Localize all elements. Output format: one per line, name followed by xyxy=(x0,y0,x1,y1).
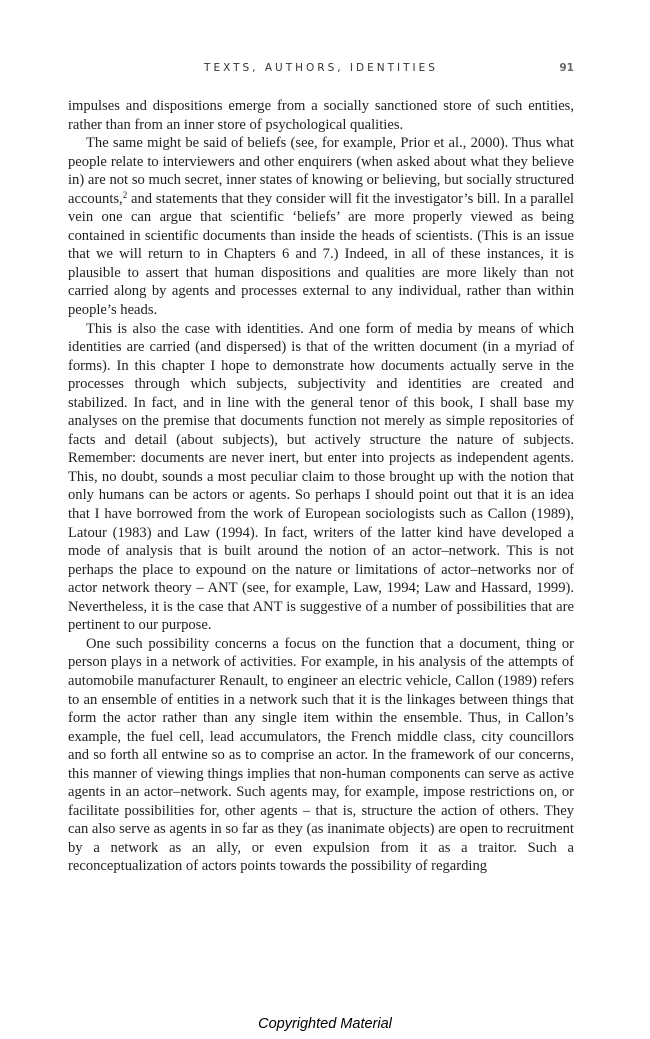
running-head: TEXTS, AUTHORS, IDENTITIES xyxy=(204,62,438,74)
paragraph-2-text-before: The same might be said of beliefs (see, for example, Prior et al., 2000). Thus what people relate to interviewers and other enquirers (when asked about what they believe in) are not so much secret, inner states of knowing or believing, but socially structured accounts, xyxy=(68,135,574,207)
footnote-marker: 2 xyxy=(122,189,128,200)
body-text xyxy=(68,97,574,876)
paragraph-2-text-after: and statements that they consider will fit the investigator’s bill. In a parallel vein one can argue that scientific ‘beliefs’ are more properly viewed as being contained in scientific documents than inside the heads of scientists. (This is an issue that we will return to in Chapters 6 and 7.) Indeed, in all of these instances, it is plausible to assert that human dispositions and qualities are more likely than not carried along by agents and processes external to any individual, rather than within people’s heads. xyxy=(68,190,574,319)
paragraph-4: One such possibility concerns a focus on the function that a document, thing or person plays in a network of activities. For example, in his analysis of the attempts of automobile manufacturer Renault, to engineer an electric vehicle, Callon (1989) refers to an ensemble of entities in a network such that it is the linkages between things that form the actor rather than any single item within the ensemble. Thus, in Callon’s example, the fuel cell, lead accumulators, the French middle class, city councillors and so forth all entwine so as to comprise an actor. In the framework of our concerns, this manner of viewing things implies that non-human components can serve as active agents in an actor–network. Such agents may, for example, impose restrictions on, or facilitate possibilities for, other agents – that is, structure the action of others. They can also serve as agents in so far as they (as inanimate objects) are open to recruitment by a network as an ally, or even expulsion from it as a traitor. Such a reconceptualization of actors points towards the possibility of regarding xyxy=(68,635,574,875)
paragraph-3: This is also the case with identities. And one form of media by means of which identities are carried (and dispersed) is that of the written document (in a myriad of forms). In this chapter I hope to demonstrate how documents actually serve in the processes through which subjects, subjectivity and identities are created and stabilized. In fact, and in line with the general tenor of this book, I shall base my analyses on the premise that documents function not merely as simple repositories of facts and detail (about subjects), but actively structure the nature of subjects. Remember: documents are never inert, but enter into projects as independent agents. This, no doubt, sounds a most peculiar claim to those brought up with the notion that only humans can be actors or agents. So perhaps I should point out that it is an idea that I have borrowed from the work of European sociologists such as Callon (1989), Latour (1983) and Law (1994). In fact, writers of the latter kind have developed a mode of analysis that is built around the notion of an actor–network. This is not perhaps the place to expound on the nature or limitations of actor–networks nor of actor network theory – ANT (see, for example, Law, 1994; Law and Hassard, 1999). Nevertheless, it is the case that ANT is suggestive of a number of possibilities that are pertinent to our purpose. xyxy=(68,320,574,634)
paragraph-1: impulses and dispositions emerge from a socially sanctioned store of such entities, rather than from an inner store of psychological qualities. xyxy=(68,98,574,133)
page-header xyxy=(68,62,574,80)
copyright-footer: Copyrighted Material xyxy=(258,1016,392,1032)
paragraph-2 xyxy=(68,134,574,319)
page-number: 91 xyxy=(559,62,574,74)
